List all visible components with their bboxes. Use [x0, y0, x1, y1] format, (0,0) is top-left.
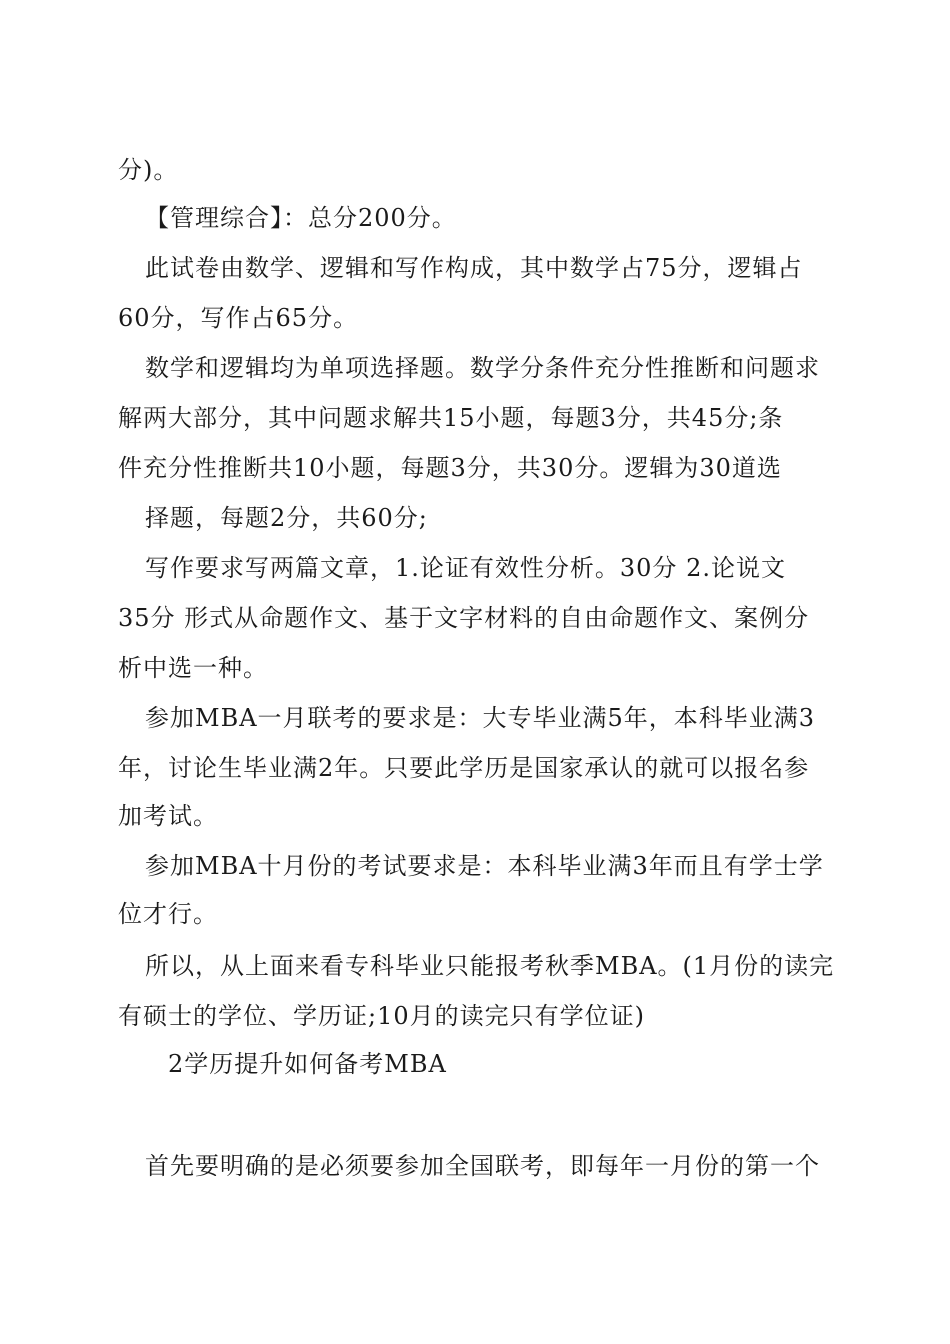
text-line: 参加MBA十月份的考试要求是：本科毕业满3年而且有学士学	[145, 852, 824, 880]
text-line: 60分，写作占65分。	[118, 304, 359, 332]
text-line: 择题，每题2分，共60分;	[145, 504, 428, 532]
text-line: 加考试。	[118, 802, 218, 830]
text-line: 写作要求写两篇文章，1.论证有效性分析。30分 2.论说文	[145, 554, 786, 582]
text-line: 年，讨论生毕业满2年。只要此学历是国家承认的就可以报名参	[118, 754, 810, 782]
text-line: 此试卷由数学、逻辑和写作构成，其中数学占75分，逻辑占	[145, 254, 803, 282]
text-line: 析中选一种。	[118, 654, 268, 682]
text-line: 数学和逻辑均为单项选择题。数学分条件充分性推断和问题求	[145, 354, 820, 382]
text-line: 参加MBA一月联考的要求是：大专毕业满5年，本科毕业满3	[145, 704, 816, 732]
text-line: 首先要明确的是必须要参加全国联考，即每年一月份的第一个	[145, 1152, 820, 1180]
text-line: 位才行。	[118, 900, 218, 928]
text-line: 35分 形式从命题作文、基于文字材料的自由命题作文、案例分	[118, 604, 810, 632]
text-line: 解两大部分，其中问题求解共15小题，每题3分，共45分;条	[118, 404, 784, 432]
text-line: 有硕士的学位、学历证;10月的读完只有学位证)	[118, 1002, 645, 1030]
section-heading-mba-prep: 2学历提升如何备考MBA	[168, 1050, 447, 1078]
text-line: 件充分性推断共10小题，每题3分，共30分。逻辑为30道选	[118, 454, 782, 482]
section-heading-management: 【管理综合】：总分200分。	[145, 204, 457, 232]
text-line: 所以，从上面来看专科毕业只能报考秋季MBA。(1月份的读完	[145, 952, 835, 980]
text-line: 分)。	[118, 156, 179, 184]
